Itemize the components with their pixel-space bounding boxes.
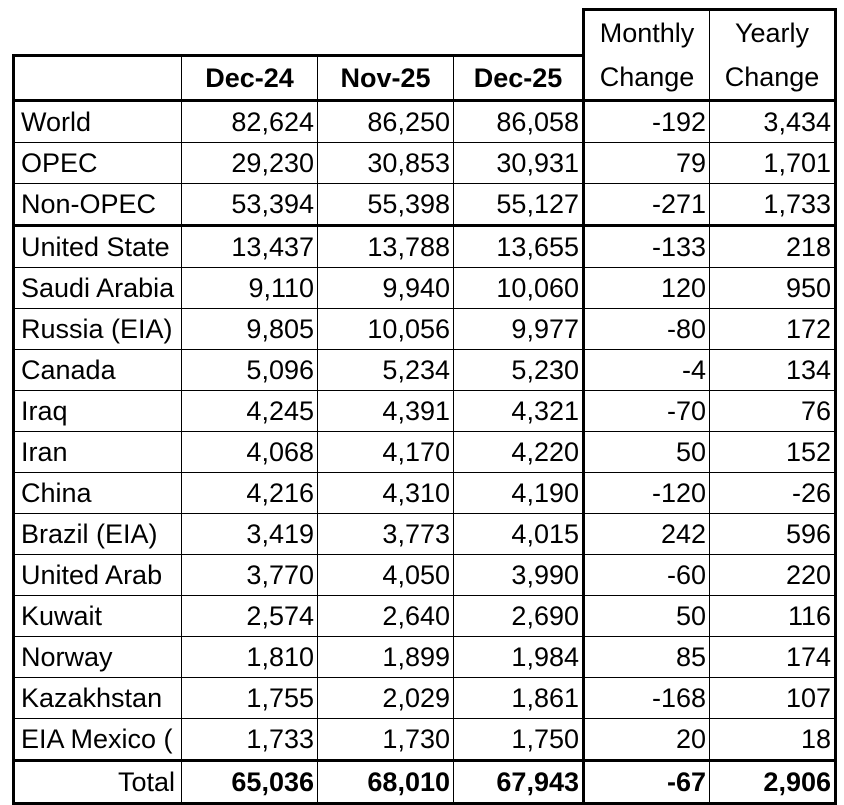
- country-row-10-nov25: 1,899: [318, 636, 454, 677]
- header-row-bottom: [14, 55, 836, 100]
- total-row-dec24: 65,036: [182, 760, 318, 803]
- country-row-6-yearly: -26: [710, 472, 836, 513]
- summary-row-world-nov25: 86,250: [318, 100, 454, 142]
- country-row-9: [14, 595, 836, 636]
- country-row-5-yearly: 152: [710, 431, 836, 472]
- summary-row-world-dec25: 86,058: [454, 100, 584, 142]
- country-row-7-dec24: 3,419: [182, 513, 318, 554]
- header-nov25: Nov-25: [318, 55, 454, 100]
- country-row-5-dec25: 4,220: [454, 431, 584, 472]
- summary-row-opec-name: OPEC: [14, 142, 182, 183]
- country-row-6-monthly: -120: [584, 472, 710, 513]
- country-row-8: [14, 554, 836, 595]
- country-row-2: [14, 308, 836, 349]
- country-row-11-monthly: -168: [584, 677, 710, 718]
- country-row-7-yearly: 596: [710, 513, 836, 554]
- country-row-6-dec24: 4,216: [182, 472, 318, 513]
- country-row-8-monthly: -60: [584, 554, 710, 595]
- summary-row-world-yearly: 3,434: [710, 100, 836, 142]
- country-row-1: [14, 267, 836, 308]
- country-row-1-monthly: 120: [584, 267, 710, 308]
- country-row-3: [14, 349, 836, 390]
- total-row-nov25: 68,010: [318, 760, 454, 803]
- country-row-8-dec24: 3,770: [182, 554, 318, 595]
- country-row-9-yearly: 116: [710, 595, 836, 636]
- summary-row-opec-dec24: 29,230: [182, 142, 318, 183]
- country-row-7-nov25: 3,773: [318, 513, 454, 554]
- country-row-12-nov25: 1,730: [318, 718, 454, 760]
- country-row-12-dec25: 1,750: [454, 718, 584, 760]
- country-row-0-yearly: 218: [710, 225, 836, 267]
- total-row-name: Total: [14, 760, 182, 803]
- country-row-4-name: Iraq: [14, 390, 182, 431]
- country-row-5: [14, 431, 836, 472]
- country-row-2-name: Russia (EIA): [14, 308, 182, 349]
- country-row-3-name: Canada: [14, 349, 182, 390]
- country-row-3-dec24: 5,096: [182, 349, 318, 390]
- summary-row-non-opec-nov25: 55,398: [318, 183, 454, 225]
- summary-row-non-opec-name: Non-OPEC: [14, 183, 182, 225]
- country-row-5-name: Iran: [14, 431, 182, 472]
- summary-row-non-opec-dec25: 55,127: [454, 183, 584, 225]
- summary-row-opec: [14, 142, 836, 183]
- header-dec25: Dec-25: [454, 55, 584, 100]
- country-row-4: [14, 390, 836, 431]
- country-row-8-yearly: 220: [710, 554, 836, 595]
- country-row-9-nov25: 2,640: [318, 595, 454, 636]
- summary-row-opec-yearly: 1,701: [710, 142, 836, 183]
- summary-row-non-opec: [14, 183, 836, 225]
- country-row-9-name: Kuwait: [14, 595, 182, 636]
- country-row-10-dec25: 1,984: [454, 636, 584, 677]
- country-row-9-monthly: 50: [584, 595, 710, 636]
- header-yearly-top: Yearly: [710, 10, 836, 56]
- country-row-4-nov25: 4,391: [318, 390, 454, 431]
- header-yearly-bottom: Change: [710, 55, 836, 100]
- country-row-0-monthly: -133: [584, 225, 710, 267]
- country-row-5-monthly: 50: [584, 431, 710, 472]
- country-row-10-monthly: 85: [584, 636, 710, 677]
- country-row-8-name: United Arab: [14, 554, 182, 595]
- country-row-3-monthly: -4: [584, 349, 710, 390]
- country-row-11-nov25: 2,029: [318, 677, 454, 718]
- country-row-4-monthly: -70: [584, 390, 710, 431]
- header-blank-3: [318, 10, 454, 56]
- country-row-9-dec25: 2,690: [454, 595, 584, 636]
- country-row-0-nov25: 13,788: [318, 225, 454, 267]
- country-row-5-nov25: 4,170: [318, 431, 454, 472]
- country-row-0-name: United State: [14, 225, 182, 267]
- header-blank-4: [454, 10, 584, 56]
- country-row-10-yearly: 174: [710, 636, 836, 677]
- country-row-3-dec25: 5,230: [454, 349, 584, 390]
- header-name-cell: [14, 55, 182, 100]
- country-row-12-monthly: 20: [584, 718, 710, 760]
- country-row-11: [14, 677, 836, 718]
- header-dec24: Dec-24: [182, 55, 318, 100]
- country-row-3-nov25: 5,234: [318, 349, 454, 390]
- country-row-1-yearly: 950: [710, 267, 836, 308]
- total-row: [14, 760, 836, 803]
- country-row-11-name: Kazakhstan: [14, 677, 182, 718]
- country-row-2-monthly: -80: [584, 308, 710, 349]
- summary-row-non-opec-monthly: -271: [584, 183, 710, 225]
- country-row-8-dec25: 3,990: [454, 554, 584, 595]
- total-row-yearly: 2,906: [710, 760, 836, 803]
- total-row-dec25: 67,943: [454, 760, 584, 803]
- country-row-0: [14, 225, 836, 267]
- country-row-1-nov25: 9,940: [318, 267, 454, 308]
- country-row-3-yearly: 134: [710, 349, 836, 390]
- country-row-8-nov25: 4,050: [318, 554, 454, 595]
- country-row-12-name: EIA Mexico (: [14, 718, 182, 760]
- total-row-monthly: -67: [584, 760, 710, 803]
- country-row-4-dec24: 4,245: [182, 390, 318, 431]
- header-blank-2: [182, 10, 318, 56]
- header-blank-1: [14, 10, 182, 56]
- country-row-0-dec25: 13,655: [454, 225, 584, 267]
- country-row-12: [14, 718, 836, 760]
- country-row-2-dec24: 9,805: [182, 308, 318, 349]
- country-row-10-name: Norway: [14, 636, 182, 677]
- country-row-10: [14, 636, 836, 677]
- summary-row-world-dec24: 82,624: [182, 100, 318, 142]
- header-monthly-top: Monthly: [584, 10, 710, 56]
- country-row-2-nov25: 10,056: [318, 308, 454, 349]
- header-row-top: [14, 10, 836, 56]
- country-row-1-dec25: 10,060: [454, 267, 584, 308]
- country-row-12-yearly: 18: [710, 718, 836, 760]
- country-row-6: [14, 472, 836, 513]
- summary-row-opec-monthly: 79: [584, 142, 710, 183]
- country-row-7: [14, 513, 836, 554]
- country-row-7-dec25: 4,015: [454, 513, 584, 554]
- country-row-2-yearly: 172: [710, 308, 836, 349]
- country-row-1-dec24: 9,110: [182, 267, 318, 308]
- country-row-6-nov25: 4,310: [318, 472, 454, 513]
- country-row-4-dec25: 4,321: [454, 390, 584, 431]
- country-row-1-name: Saudi Arabia: [14, 267, 182, 308]
- country-row-6-dec25: 4,190: [454, 472, 584, 513]
- summary-row-world-monthly: -192: [584, 100, 710, 142]
- summary-row-non-opec-yearly: 1,733: [710, 183, 836, 225]
- country-row-11-dec24: 1,755: [182, 677, 318, 718]
- summary-row-opec-dec25: 30,931: [454, 142, 584, 183]
- header-monthly-bottom: Change: [584, 55, 710, 100]
- summary-row-opec-nov25: 30,853: [318, 142, 454, 183]
- country-row-7-monthly: 242: [584, 513, 710, 554]
- country-row-0-dec24: 13,437: [182, 225, 318, 267]
- country-row-12-dec24: 1,733: [182, 718, 318, 760]
- country-row-10-dec24: 1,810: [182, 636, 318, 677]
- country-row-11-yearly: 107: [710, 677, 836, 718]
- summary-row-world-name: World: [14, 100, 182, 142]
- country-row-9-dec24: 2,574: [182, 595, 318, 636]
- oil-production-table: [12, 8, 837, 805]
- summary-row-non-opec-dec24: 53,394: [182, 183, 318, 225]
- country-row-4-yearly: 76: [710, 390, 836, 431]
- country-row-11-dec25: 1,861: [454, 677, 584, 718]
- summary-row-world: [14, 100, 836, 142]
- country-row-5-dec24: 4,068: [182, 431, 318, 472]
- country-row-2-dec25: 9,977: [454, 308, 584, 349]
- country-row-6-name: China: [14, 472, 182, 513]
- country-row-7-name: Brazil (EIA): [14, 513, 182, 554]
